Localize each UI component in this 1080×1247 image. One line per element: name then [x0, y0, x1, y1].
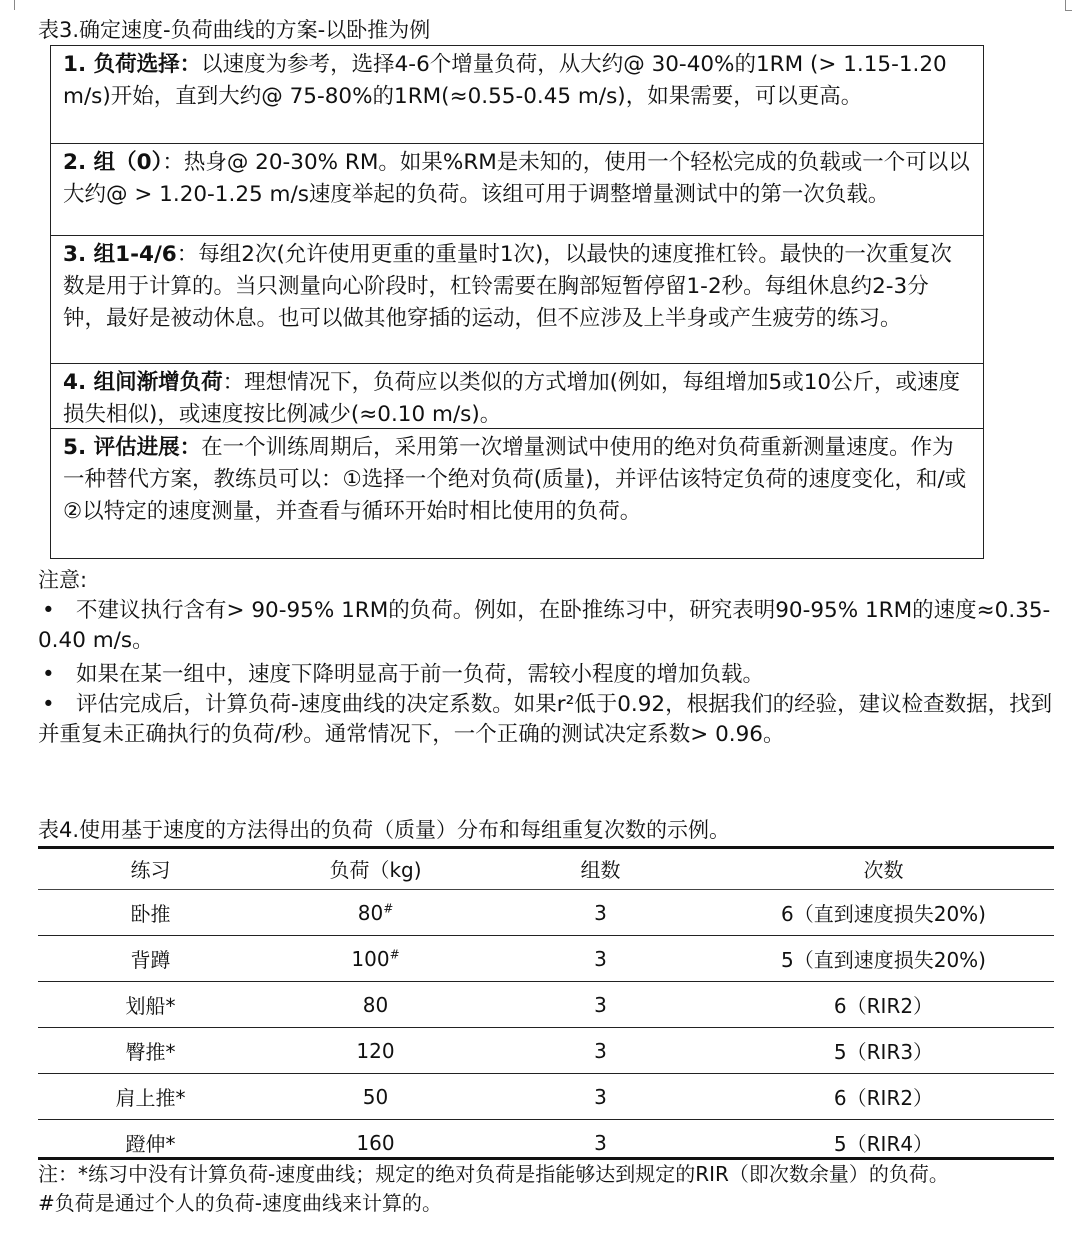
cell-load	[263, 936, 488, 982]
load-value: 100	[351, 946, 390, 971]
table4-header-reps: 次数	[713, 847, 1054, 890]
table-row	[38, 1074, 1054, 1120]
page-corner-mark-right	[1065, 0, 1066, 10]
cell-reps: 5（RIR4）	[833, 1132, 934, 1156]
table3-row-1	[51, 46, 983, 144]
cell-reps: 5（直到速度损失20%)	[713, 936, 1054, 982]
table3-row-4	[51, 364, 983, 429]
load-value: 160	[356, 1130, 395, 1155]
calc-mark: #	[389, 946, 400, 961]
cell-load	[263, 1028, 488, 1074]
cell-sets: 3	[488, 936, 713, 982]
cell-load	[263, 982, 488, 1028]
load-value: 120	[356, 1038, 395, 1063]
table3-title: 表3.确定速度-负荷曲线的方案-以卧推为例	[38, 18, 431, 42]
cell-exercise: 划船*	[38, 982, 263, 1028]
table3-row-3-text: ：每组2次(允许使用更重的重量时1次)，以最快的速度推杠铃。最快的一次重复次数是用于计算的。当只测量向心阶段时，杠铃需要在胸部短暂停留1-2秒。每组休息约2-3分钟，最好是被动休息。也可以做其他穿插的运动，但不应涉及上半身或产生疲劳的练习。	[63, 242, 952, 331]
cell-reps: 6（RIR2）	[713, 1074, 1054, 1120]
cell-exercise: 蹬伸*	[125, 1132, 176, 1156]
table3-row-2-head: 2. 组（0）	[63, 150, 163, 175]
table4-footnotes	[38, 1160, 1058, 1218]
cell-exercise: 臀推*	[38, 1028, 263, 1074]
table3-row-3-head: 3. 组1-4/6	[63, 242, 177, 267]
table-row	[38, 936, 1054, 982]
cell-sets: 3	[594, 1130, 607, 1155]
cell-load	[263, 890, 488, 936]
load-value: 50	[362, 1084, 389, 1109]
bullet-icon: •	[42, 662, 55, 687]
note-item-2	[38, 660, 1056, 690]
table4-footnote-1: 注：*练习中没有计算负荷-速度曲线；规定的绝对负荷是指能够达到规定的RIR（即次数余量）的负荷。	[38, 1162, 949, 1186]
table3-row-5-text: 在一个训练周期后，采用第一次增量测试中使用的绝对负荷重新测量速度。作为一种替代方案，教练员可以：①选择一个绝对负荷(质量)，并评估该特定负荷的速度变化，和/或②以特定的速度测量，并查看与循环开始时相比使用的负荷。	[63, 435, 967, 524]
table4-header-load: 负荷（kg)	[263, 847, 488, 890]
table3-row-5	[51, 429, 983, 557]
table4-header-row	[38, 847, 1054, 890]
note-item-1-text: 不建议执行含有> 90-95% 1RM的负荷。例如，在卧推练习中，研究表明90-95% 1RM的速度≈0.35-0.40 m/s。	[38, 598, 1051, 653]
table4-title: 表4.使用基于速度的方法得出的负荷（质量）分布和每组重复次数的示例。	[38, 818, 731, 842]
cell-reps: 6（直到速度损失20%)	[713, 890, 1054, 936]
cell-reps: 6（RIR2）	[713, 982, 1054, 1028]
cell-exercise: 背蹲	[38, 936, 263, 982]
cell-load	[263, 1074, 488, 1120]
table3-row-3	[51, 236, 983, 364]
cell-sets: 3	[488, 982, 713, 1028]
note-item-2-text: 如果在某一组中，速度下降明显高于前一负荷，需较小程度的增加负载。	[76, 662, 765, 687]
table3-row-2	[51, 144, 983, 236]
notes-title: 注意:	[38, 568, 88, 592]
table3-box	[50, 45, 984, 559]
page-corner-mark-left	[14, 0, 15, 10]
table4-header-exercise: 练习	[38, 847, 263, 890]
table3-row-5-head: 5. 评估进展：	[63, 435, 202, 460]
calc-mark: #	[383, 900, 394, 915]
table3-row-4-text: ：理想情况下，负荷应以类似的方式增加(例如，每组增加5或10公斤，或速度损失相似)，或速度按比例减少(≈0.10 m/s)。	[63, 370, 961, 427]
note-item-3-text: 评估完成后，计算负荷-速度曲线的决定系数。如果r²低于0.92，根据我们的经验，建议检查数据，找到并重复未正确执行的负荷/秒。通常情况下，一个正确的测试决定系数> 0.96。	[38, 692, 1053, 747]
table3-row-1-head: 1. 负荷选择：	[63, 52, 202, 77]
load-value: 80	[357, 900, 384, 925]
load-value: 80	[362, 992, 389, 1017]
table3-row-1-text: 以速度为参考，选择4-6个增量负荷，从大约@ 30-40%的1RM (> 1.15-1.20 m/s)开始，直到大约@ 75-80%的1RM(≈0.55-0.45 m/s)，如果需要，可以更高。	[63, 52, 947, 109]
bullet-icon: •	[42, 598, 55, 623]
table4-header-sets: 组数	[488, 847, 713, 890]
cell-exercise: 卧推	[38, 890, 263, 936]
cell-sets: 3	[488, 1074, 713, 1120]
table4	[38, 847, 1054, 1165]
table-row	[38, 890, 1054, 936]
bullet-icon: •	[42, 692, 55, 717]
table4-footnote-2: #负荷是通过个人的负荷-速度曲线来计算的。	[38, 1191, 442, 1215]
cell-sets: 3	[488, 890, 713, 936]
table-row	[38, 982, 1054, 1028]
table3-row-4-head: 4. 组间渐增负荷	[63, 370, 223, 395]
cell-sets: 3	[488, 1028, 713, 1074]
cell-reps: 5（RIR3）	[713, 1028, 1054, 1074]
note-item-1	[38, 596, 1056, 656]
table-row	[38, 1028, 1054, 1074]
page-corner-mark-right-tick	[1065, 10, 1072, 11]
cell-exercise: 肩上推*	[38, 1074, 263, 1120]
table3-row-2-text: ：热身@ 20-30% RM。如果%RM是未知的，使用一个轻松完成的负载或一个可以以大约@ > 1.20-1.25 m/s速度举起的负荷。该组可用于调整增量测试中的第一次负载。	[63, 150, 970, 207]
note-item-3	[38, 690, 1056, 750]
